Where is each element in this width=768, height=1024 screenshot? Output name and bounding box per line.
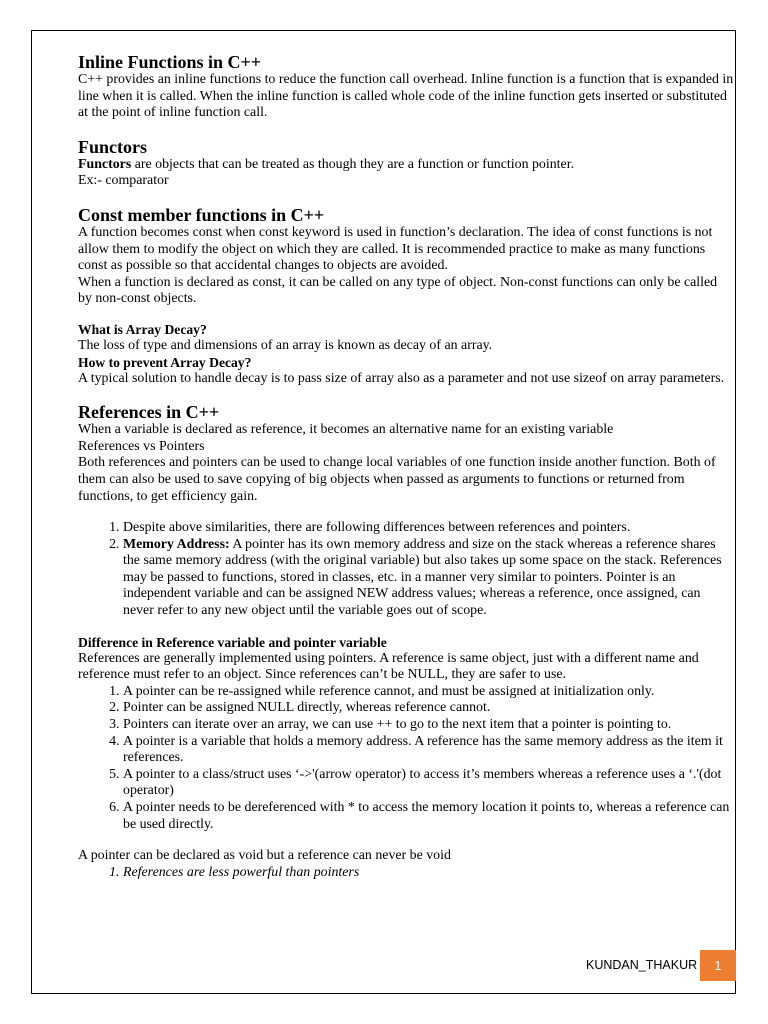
list-item: 1. A pointer can be re-assigned while reference cannot, and must be assigned at initialization only. — [123, 684, 734, 701]
list-item: 5. A pointer to a class/struct uses ‘->'(arrow operator) to access it’s members whereas a reference uses a ‘.'(dot operator) — [123, 767, 734, 800]
functors-example: Ex:- comparator — [78, 173, 169, 189]
paragraph-difference: References are generally implemented using pointers. A reference is same object, just with a different name and reference must refer to an object. Since references can’t be NULL, they are safer to use. — [78, 650, 699, 683]
paragraph-void: A pointer can be declared as void but a reference can never be void — [78, 848, 451, 864]
heading-const-member: Const member functions in C++ — [78, 204, 325, 225]
list-item: 4. A pointer is a variable that holds a memory address. A reference has the same memory address as the item it references. — [123, 734, 734, 767]
heading-array-decay-what: What is Array Decay? — [78, 321, 207, 337]
paragraph-references-3: Both references and pointers can be used to change local variables of one function inside another function. Both of them can also be used to save copying of big objects when passed as arguments to functions or returned from functions, to get efficiency gain. — [78, 455, 716, 504]
functors-term: Functors — [78, 156, 132, 172]
paragraph-references-2: References vs Pointers — [78, 438, 205, 454]
functors-definition: are objects that can be treated as though they are a function or function pointer. — [131, 156, 575, 172]
list-item: 2. Pointer can be assigned NULL directly, whereas reference cannot. — [123, 700, 734, 717]
heading-references: References in C++ — [78, 402, 220, 423]
memory-address-text: A pointer has its own memory address and size on the stack whereas a reference shares the same memory address (with the original variable) but also takes up some space on the stack. References may be passed to functions, stored in classes, etc. in a manner very similar to pointers. Pointer is an independent variable and can be assigned NEW address values; whereas a reference, once assigned, can never refer to any new object until the variable goes out of scope. — [123, 536, 722, 619]
paragraph-inline-functions: C++ provides an inline functions to reduce the function call overhead. Inline function is a function that is expanded in line when it is called. When the inline function is called whole code of the inline function gets inserted or substituted at the point of inline function call. — [78, 72, 734, 121]
difference-list — [78, 684, 734, 833]
paragraph-references-1: When a variable is declared as reference, it becomes an alternative name for an existing variable — [78, 422, 614, 438]
footer-author: KUNDAN_THAKUR — [586, 958, 698, 972]
memory-address-term: Memory Address: — [123, 536, 230, 552]
paragraph-functors — [78, 157, 734, 174]
void-list — [78, 865, 734, 882]
heading-array-decay-prevent: How to prevent Array Decay? — [78, 354, 252, 370]
list-item: 1. Despite above similarities, there are following differences between references and pointers. — [123, 520, 734, 537]
heading-inline-functions: Inline Functions in C++ — [78, 52, 262, 72]
list-item: 3. Pointers can iterate over an array, we can use ++ to go to the next item that a pointer is pointing to. — [123, 717, 734, 734]
list-item: 6. A pointer needs to be dereferenced with * to access the memory location it points to, whereas a reference can be used directly. — [123, 800, 734, 833]
list-item: 1. References are less powerful than pointers — [123, 865, 734, 882]
list-item — [123, 537, 734, 620]
references-list — [78, 520, 734, 620]
heading-difference: Difference in Reference variable and pointer variable — [78, 634, 387, 650]
paragraph-const-member-2: When a function is declared as const, it can be called on any type of object. Non-const functions can only be called by non-const objects. — [78, 274, 718, 307]
paragraph-array-decay-prevent: A typical solution to handle decay is to pass size of array also as a parameter and not use sizeof on array parameters. — [78, 370, 725, 386]
document-content — [78, 52, 734, 881]
paragraph-array-decay-what: The loss of type and dimensions of an array is known as decay of an array. — [78, 337, 493, 353]
page-number-badge: 1 — [700, 950, 736, 981]
heading-functors: Functors — [78, 136, 147, 157]
paragraph-const-member-1: A function becomes const when const keyword is used in function’s declaration. The idea of const functions is not allow them to modify the object on which they are called. It is recommended practice to make as many functions const as possible so that accidental changes to objects are avoided. — [78, 224, 713, 274]
